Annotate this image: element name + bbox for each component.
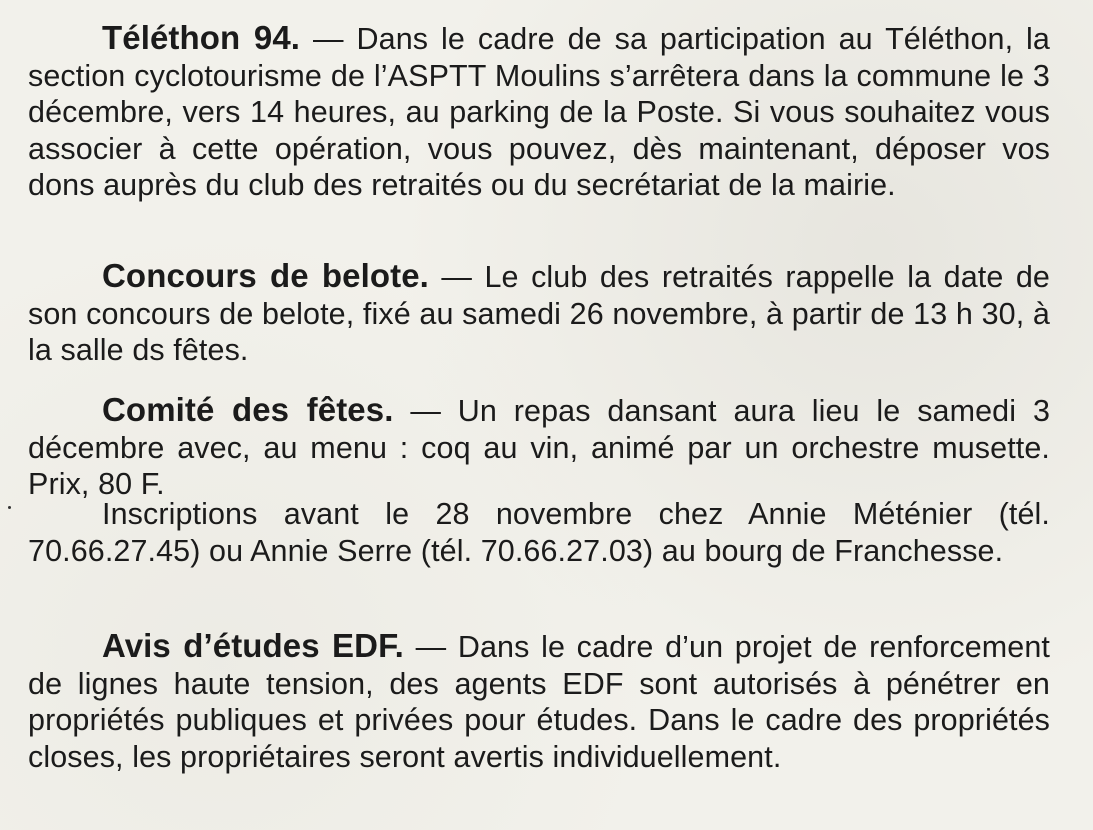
article-comite-des-fetes-continuation [28, 496, 1050, 569]
article-body: — Dans le cadre d’un projet de renforcement de lignes haute tension, des agents EDF sont autorisés à pénétrer en propriétés publiques et privées pour études. Dans le cadre des propriétés closes, les propriétaires seront avertis individuellement. [28, 630, 1050, 774]
article-heading: Téléthon 94. [102, 19, 301, 56]
ink-speck [8, 506, 11, 509]
article-body: — Un repas dansant aura lieu le samedi 3 décembre avec, au menu : coq au vin, animé par un orchestre musette. Prix, 80 F. [28, 394, 1051, 501]
article-column [28, 0, 1058, 800]
article-heading: Avis d’études EDF. [102, 627, 404, 664]
article-comite-des-fetes [28, 392, 1050, 503]
article-body: — Le club des retraités rappelle la date de son concours de belote, fixé au samedi 26 novembre, à partir de 13 h 30, à la salle ds fêtes. [28, 260, 1050, 367]
article-belote [28, 258, 1050, 369]
article-body: — Dans le cadre de sa participation au Téléthon, la section cyclotourisme de l’ASPTT Moulins s’arrêtera dans la commune le 3 décembre, vers 14 heures, au parking de la Poste. Si vous souhaitez vous associer à cette opération, vous pouvez, dès maintenant, déposer vos dons auprès du club des retraités ou du secrétariat de la mairie. [28, 22, 1050, 202]
article-telethon [28, 20, 1050, 204]
article-edf [28, 628, 1050, 775]
article-body-continuation: Inscriptions avant le 28 novembre chez Annie Méténier (tél. 70.66.27.45) ou Annie Serre (tél. 70.66.27.03) au bourg de Franchesse. [28, 497, 1050, 568]
article-heading: Concours de belote. [102, 257, 429, 294]
article-heading: Comité des fêtes. [102, 391, 394, 428]
